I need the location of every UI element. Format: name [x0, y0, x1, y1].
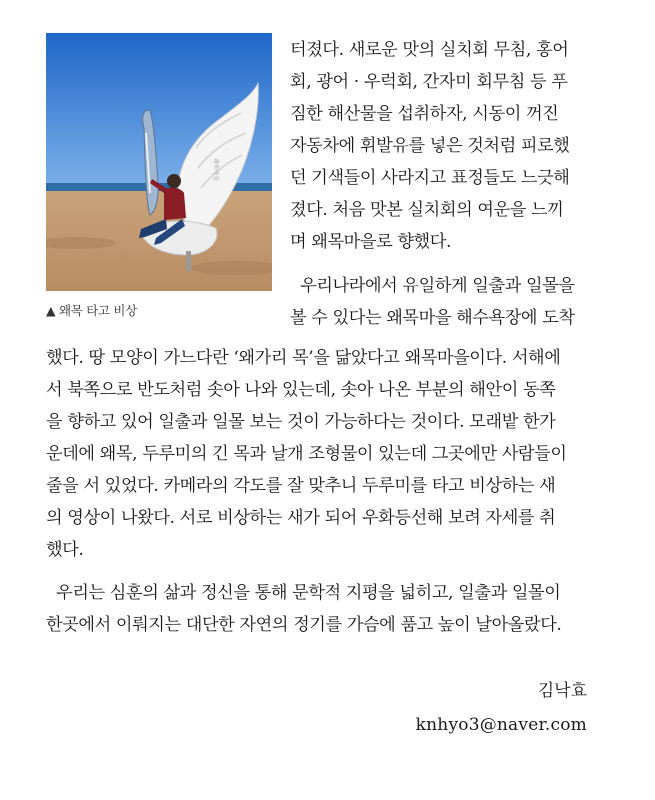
body-line: 우리나라에서 유일하게 일출과 일몰을	[290, 276, 575, 296]
author-name: 김낙효	[537, 681, 587, 701]
author-email[interactable]: knhyo3@naver.com	[415, 715, 587, 735]
body-line: 운데에 왜목, 두루미의 긴 목과 날개 조형물이 있는데 그곳에만 사람들이	[46, 444, 567, 464]
body-line: 던 기색들이 사라지고 표정들도 느긋해	[290, 168, 570, 188]
body-line: 짐한 해산물을 섭취하자, 시동이 꺼진	[290, 104, 559, 124]
body-line: 서 북쪽으로 반도처럼 솟아 나와 있는데, 솟아 나온 부분의 해안이 동쪽	[46, 380, 556, 400]
body-line: 했다. 땅 모양이 가느다란 ‘왜가리 목’을 닮았다고 왜목마을이다. 서해에	[46, 348, 561, 368]
photo-caption: ▲ 왜목 타고 비상	[46, 303, 137, 318]
body-line: 했다.	[46, 540, 84, 560]
body-line: 자동차에 휘발유를 넣은 것처럼 피로했	[290, 136, 570, 156]
sculpture-label: 왜목마을	[212, 158, 219, 182]
body-line: 며 왜목마을로 향했다.	[290, 232, 452, 252]
body-line: 우리는 심훈의 삶과 정신을 통해 문학적 지평을 넓히고, 일출과 일몰이	[46, 583, 561, 603]
body-line: 졌다. 처음 맛본 실치회의 여운을 느끼	[290, 200, 564, 220]
photo-illustration	[46, 33, 272, 291]
body-line: 볼 수 있다는 왜목마을 해수욕장에 도착	[290, 308, 575, 328]
body-line: 회, 광어 · 우럭회, 간자미 회무침 등 푸	[290, 72, 568, 92]
body-line: 의 영상이 나왔다. 서로 비상하는 새가 되어 우화등선해 보려 자세를 취	[46, 508, 556, 528]
article-photo	[46, 33, 272, 291]
body-line: 을 향하고 있어 일출과 일몰 보는 것이 가능하다는 것이다. 모래밭 한가	[46, 412, 556, 432]
body-line: 한곳에서 이뤄지는 대단한 자연의 정기를 가슴에 품고 높이 날아올랐다.	[46, 615, 562, 635]
body-line: 줄을 서 있었다. 카메라의 각도를 잘 맞추니 두루미를 타고 비상하는 새	[46, 476, 556, 496]
body-line: 터졌다. 새로운 맛의 실치회 무침, 홍어	[290, 40, 569, 60]
